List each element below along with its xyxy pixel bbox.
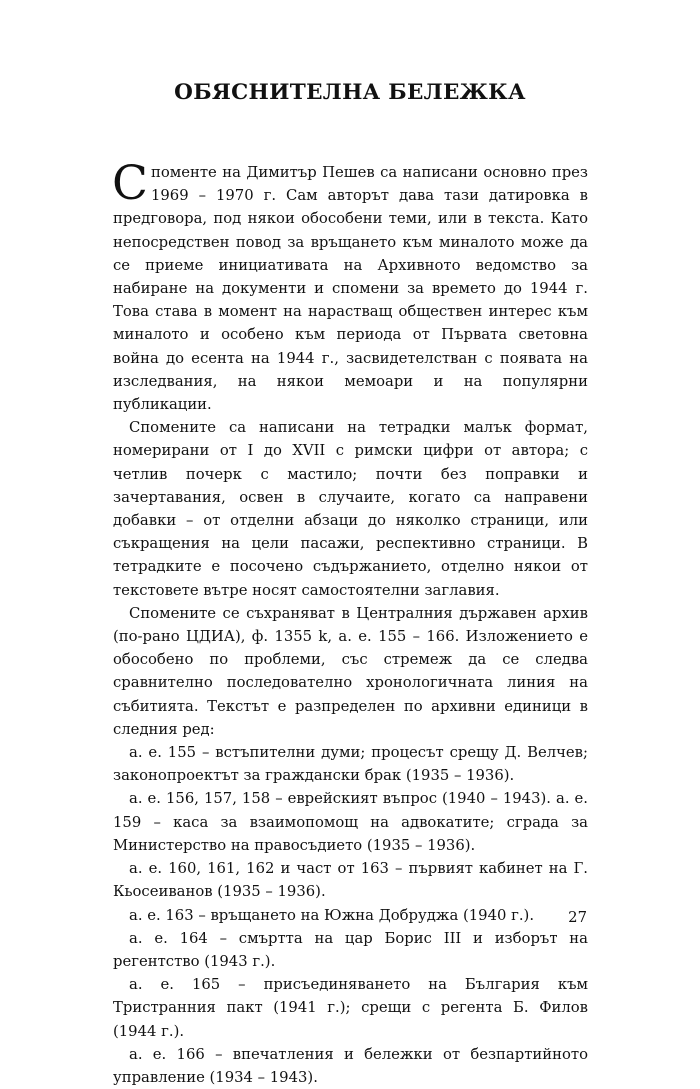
archive-entry: а. е. 163 – връщането на Южна Добруджа (1940 г.). [129, 906, 535, 924]
body-text [112, 156, 588, 1089]
archive-entry: а. е. 155 – встъпителни думи; процесът срещу Д. Велчев; законопроектът за граждански брак (1935 – 1936). [113, 744, 588, 785]
archive-entry: а. е. 160, 161, 162 и част от 163 – първият кабинет на Г. Кьосеиванов (1935 – 1936). [113, 860, 588, 901]
archive-entry: а. е. 164 – смъртта на цар Борис III и изборът на регентство (1943 г.). [113, 929, 588, 970]
archive-entry: а. е. 166 – впечатления и бележки от безпартийното управление (1934 – 1943). [113, 1045, 588, 1086]
page-number: 27 [568, 909, 587, 926]
paragraph-2: Спомените са написани на тетрадки малък формат, номерирани от I до XVII с римски цифри от автора; с четлив почерк с мастило; почти без поправки и зачертавания, освен в случаите, когато са направени добавки – от отделни абзаци до няколко страници, или съкращения на цели пасажи, респективно страници. В тетрадките е посочено съдържанието, отделно някои от текстовете вътре носят самостоятелни заглавия. [113, 419, 588, 599]
paragraph-1 [112, 156, 588, 416]
paragraph-1-text: поменте на Димитър Пешев са написани основно през 1969 – 1970 г. Сам авторът дава тази датировка в предговора, под някои обособени теми, или в текста. Като непосредствен повод за връщането към миналото може да се приеме инициативата на Архивното ведомство за набиране на документи и спомени за времето до 1944 г. Това става в момент на нарастващ обществен интерес към миналото и особено към периода от Първата световна война до есента на 1944 г., засвидетелстван с появата на изследвания, на някои мемоари и на популярни публикации. [113, 164, 588, 414]
archive-entry: а. е. 156, 157, 158 – еврейският въпрос (1940 – 1943). а. е. 159 – каса за взаимопомощ на адвокатите; сграда за Министерство на правосъдието (1935 – 1936). [113, 790, 588, 854]
drop-cap: С [112, 156, 148, 211]
page-title: ОБЯСНИТЕЛНА БЕЛЕЖКА [174, 80, 526, 105]
paragraph-3: Спомените се съхраняват в Централния държавен архив (по-рано ЦДИА), ф. 1355 k, а. е. 155 – 166. Изложението е обособено по проблеми, със стремеж да се следва сравнително последователно хронологичната линия на събитията. Текстът е разпределен по архивни единици в следния ред: [113, 604, 588, 738]
archive-entry: а. е. 165 – присъединяването на България към Тристранния пакт (1941 г.); срещи с регента Б. Филов (1944 г.). [113, 976, 588, 1040]
